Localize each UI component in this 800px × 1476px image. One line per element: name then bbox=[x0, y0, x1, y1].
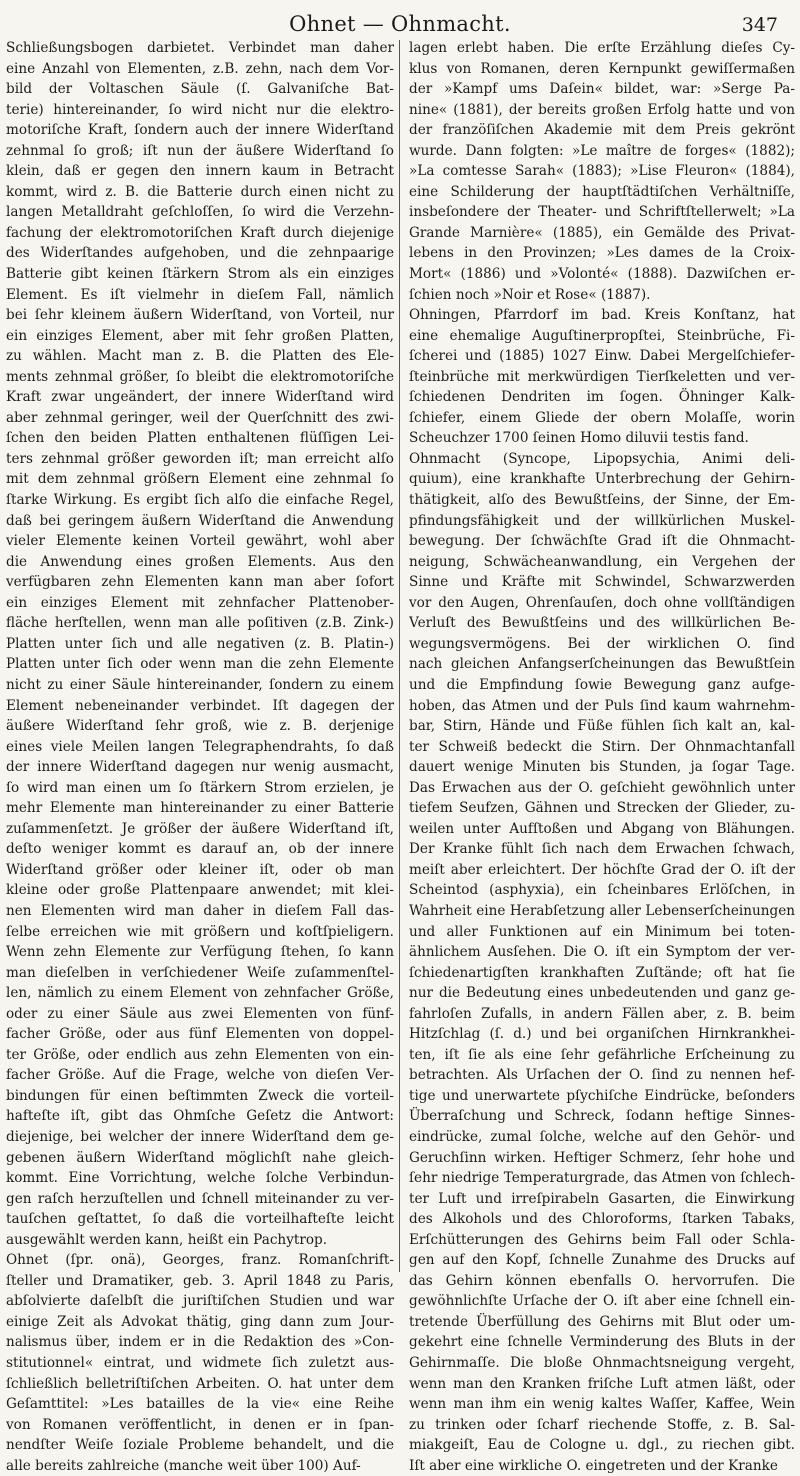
text-line: ſtarke Wirkung. Es ergibt ſich alſo die einfache Regel, bbox=[6, 492, 394, 509]
text-line: miakgeiſt, Eau de Cologne u. dgl., zu riechen gibt. bbox=[409, 1437, 795, 1454]
text-line: terie) hintereinander, ſo wird nicht nur die elektro- bbox=[6, 101, 394, 118]
text-line: äußere Widerſtand ſehr groß, wie z. B. derjenige bbox=[6, 718, 394, 735]
text-line: ausgewählt werden kann, heißt ein Pachytrop. bbox=[6, 1231, 328, 1248]
text-line: eine ehemalige Auguſtinerpropſtei, Steinbrüche, Fi- bbox=[409, 327, 795, 344]
text-line: stitutionnel« eintrat, und widmete ſich zuletzt aus- bbox=[6, 1355, 394, 1371]
text-line: nen Elementen wird man daher in dieſem Fall das- bbox=[6, 902, 394, 919]
text-line: ſchen den beiden Platten enthaltenen flüſſigen Lei- bbox=[6, 430, 394, 447]
text-line: nalismus über, indem er in die Redaktion des »Con- bbox=[6, 1334, 394, 1351]
text-line: Ohnet (ſpr. onä), Georges, franz. Romanſchrift- bbox=[6, 1252, 394, 1269]
text-line: ter Schweiß bedeckt die Stirn. Der Ohnmachtanfall bbox=[409, 738, 795, 755]
text-line: eine Anzahl von Elementen, z.B. zehn, nach dem Vor- bbox=[6, 60, 394, 77]
text-line: neigung, Schwächeanwandlung, ein Vergehen der bbox=[409, 553, 795, 570]
text-line: facher Größe. Auf die Frage, welche von dieſen Ver- bbox=[6, 1067, 394, 1084]
text-line: Element. Es iſt vielmehr in dieſem Fall, nämlich bbox=[6, 286, 394, 303]
text-line: langen Metalldraht geſchloſſen, ſo wird die Verzehn- bbox=[6, 204, 394, 221]
text-line: ſcherei und (1885) 1027 Einw. Dabei Mergelſchiefer- bbox=[409, 348, 795, 365]
text-line: und aller Funktionen auf ein Minimum bei toten- bbox=[409, 923, 795, 940]
text-line: Sinne und Kräfte mit Schwindel, Schwarzwerden bbox=[409, 574, 795, 591]
text-line: ter Größe, oder endlich aus zehn Elementen von ein- bbox=[6, 1046, 394, 1063]
text-line: alle bereits zahlreiche (manche weit über 100) Auf- bbox=[6, 1457, 361, 1474]
text-line: tauſchen geſtattet, ſo daß die vorteilhafteſte leicht bbox=[6, 1211, 394, 1228]
text-line: wenn man ihm ein wenig kaltes Waſſer, Kaffee, Wein bbox=[409, 1396, 795, 1413]
text-line: quium), eine krankhafte Unterbrechung der Gehirn- bbox=[409, 471, 795, 488]
text-line: oder zu einer Säule aus zwei Elementen von fünf- bbox=[6, 1005, 394, 1022]
text-line: diejenige, bei welcher der innere Widerſtand dem ge- bbox=[6, 1128, 394, 1145]
text-line: Ohnmacht (Syncope, Lipopsychia, Animi deli- bbox=[409, 450, 795, 467]
text-line: nur die Bedeutung eines unbedeutenden und ganz ge- bbox=[409, 985, 795, 1002]
text-line: pfindungsfähigkeit und der willkürlichen Muskel- bbox=[409, 512, 795, 529]
text-line: kommt. Eine Vorrichtung, welche ſolche Verbindun- bbox=[6, 1170, 394, 1187]
text-line: Platten unter ſich oder wenn man die zehn Elemente bbox=[6, 656, 394, 673]
text-line: bewegung. Der ſchwächſte Grad iſt die Ohnmacht- bbox=[409, 533, 795, 550]
text-line: abſolvierte daſelbſt die juriſtiſchen Studien und war bbox=[6, 1293, 394, 1310]
text-line: mit dem zehnmal größern Element eine zehnmal ſo bbox=[6, 471, 394, 488]
text-line: des Widerſtandes aufgehoben, und die zehnpaarige bbox=[6, 245, 394, 262]
text-line: tige und unerwartete pſychiſche Eindrücke, beſonders bbox=[409, 1087, 795, 1104]
text-line: zu wählen. Macht man z. B. die Platten des Ele- bbox=[6, 348, 394, 365]
text-line: tiefem Seufzen, Gähnen und Strecken der Glieder, zu- bbox=[409, 800, 795, 817]
text-line: einige Zeit als Advokat thätig, ging dann zum Jour- bbox=[6, 1313, 394, 1330]
text-line: wegungsvermögens. Bei der wirklichen O. ſind bbox=[409, 635, 795, 652]
text-line: bar, Stirn, Hände und Füße fühlen ſich kalt an, kal- bbox=[409, 718, 795, 735]
text-line: Ohningen, Pfarrdorf im bad. Kreis Konſtanz, hat bbox=[409, 307, 795, 324]
text-line: ſehr niedrige Temperaturgrade, das Atmen von ſchlech- bbox=[409, 1170, 795, 1187]
text-line: wurde. Dann folgten: »Le maître de forges« (1882); bbox=[409, 142, 795, 159]
text-line: tretende Überfüllung des Gehirns mit Blut oder um- bbox=[409, 1313, 795, 1330]
text-line: klus von Romanen, deren Kernpunkt gewiſſermaßen bbox=[409, 60, 795, 77]
text-line: nicht zu einer Säule hintereinander, ſondern zu einem bbox=[6, 676, 394, 693]
text-line: motoriſche Kraft, ſondern auch der innere Widerſtand bbox=[6, 122, 394, 139]
text-line: bindungen für einen beſtimmten Zweck die vorteil- bbox=[6, 1087, 394, 1104]
running-title: Ohnet — Ohnmacht. bbox=[289, 12, 511, 36]
text-line: Überraſchung und Schreck, ſodann heftige Sinnes- bbox=[409, 1108, 795, 1125]
text-line: thätigkeit, alſo des Bewußtſeins, der Sinne, der Em- bbox=[409, 492, 795, 509]
text-line: Element nebeneinander verbindet. Iſt dagegen der bbox=[6, 697, 394, 714]
text-line: Gehirnmaſſe. Die bloße Ohnmachtsneigung vergeht, bbox=[409, 1355, 795, 1371]
text-line: aber zehnmal geringer, weil der Querſchnitt des zwi- bbox=[6, 409, 394, 426]
text-line: Kraft zwar ungeändert, der innere Widerſtand wird bbox=[6, 389, 394, 406]
text-line: eine Schilderung der hauptſtädtiſchen Verhältniſſe, bbox=[409, 183, 795, 200]
text-line: Iſt aber eine wirkliche O. eingetreten und der Kranke bbox=[409, 1457, 778, 1474]
text-line: ähnlichem Ausſehen. Die O. iſt ein Symptom der ver- bbox=[409, 944, 795, 961]
text-line: Der Kranke fühlt ſich nach dem Erwachen ſchwach, bbox=[409, 841, 795, 858]
text-line: bei ſehr kleinem äußern Widerſtand, von Vorteil, nur bbox=[6, 307, 394, 324]
text-line: ments zehnmal größer, ſo bleibt die elektromotoriſche bbox=[6, 368, 394, 385]
text-line: Hitzſchlag (ſ. d.) und bei organiſchen Hirnkrankhei- bbox=[409, 1026, 795, 1043]
text-line: gebenen äußern Widerſtand möglichſt nahe gleich- bbox=[6, 1149, 394, 1166]
text-line: len, nämlich zu einem Element von zehnfacher Größe, bbox=[6, 985, 394, 1002]
text-line: der »Kampf ums Daſein« bildet, war: »Serge Pa- bbox=[409, 81, 795, 98]
text-line: facher Größe, oder aus fünf Elementen von doppel- bbox=[6, 1026, 394, 1043]
text-line: ein einziges Element mit zehnfacher Plattenober- bbox=[6, 594, 394, 611]
text-line: ten, iſt ſie als eine ſehr gefährliche Erſcheinung zu bbox=[409, 1046, 795, 1063]
text-line: vor den Augen, Ohrenſauſen, doch ohne vollſtändigen bbox=[409, 594, 795, 611]
text-line: Mort« (1886) und »Volonté« (1888). Dazwiſchen er- bbox=[409, 266, 795, 283]
text-line: Das Erwachen aus der O. geſchieht gewöhnlich unter bbox=[409, 779, 795, 796]
text-line: Scheintod (asphyxia), ein ſcheinbares Erlöſchen, in bbox=[409, 882, 795, 899]
text-line: lagen erlebt haben. Die erſte Erzählung dieſes Cy- bbox=[409, 40, 795, 56]
text-line: ter Luft und irreſpirabeln Gasarten, die Einwirkung bbox=[409, 1190, 795, 1207]
text-line: Wenn zehn Elemente zur Verfügung ſtehen, ſo kann bbox=[6, 944, 394, 961]
text-line: deſto weniger kommt es darauf an, ob der innere bbox=[6, 841, 394, 858]
text-line: man dieſelben in verſchiedener Weiſe zuſammenſtel- bbox=[6, 964, 394, 981]
text-line: gen raſch herzuſtellen und ſchnell miteinander zu ver- bbox=[6, 1190, 394, 1207]
text-line: weilen unter Aufſtoßen und Abgang von Blähungen. bbox=[409, 820, 795, 837]
text-line: von Romanen veröffentlicht, in denen er in ſpan- bbox=[6, 1416, 394, 1433]
text-line: eines viele Meilen langen Telegraphendrahts, ſo daß bbox=[6, 738, 394, 755]
text-line: Geſamttitel: »Les batailles de la vie« eine Reihe bbox=[6, 1396, 394, 1413]
text-line: Erſchütterungen des Gehirns beim Fall oder Schla- bbox=[409, 1231, 795, 1248]
text-line: eindrücke, zumal ſolche, welche auf den Gehör- und bbox=[409, 1128, 795, 1145]
text-line: Wahrheit eine Herabſetzung aller Lebenserſcheinungen bbox=[409, 902, 795, 919]
text-line: hafteſte iſt, gibt das Ohmſche Geſetz die Antwort: bbox=[6, 1108, 394, 1125]
text-line: Widerſtand größer oder kleiner iſt, oder ob man bbox=[6, 861, 394, 878]
text-line: vieler Elemente keinen Vorteil gewährt, wohl aber bbox=[6, 533, 394, 550]
text-line: hoben, das Atmen und der Puls ſind kaum wahrnehm- bbox=[409, 697, 795, 714]
text-line: zehnmal ſo groß; iſt nun der äußere Widerſtand ſo bbox=[6, 142, 394, 159]
text-line: ſchließlich belletriſtiſchen Arbeiten. O. hat unter dem bbox=[6, 1375, 394, 1392]
text-line: »La comtesse Sarah« (1883); »Lise Fleuron« (1884), bbox=[409, 163, 795, 180]
text-line: gen auf den Kopf, ſchnelle Zunahme des Drucks auf bbox=[409, 1252, 795, 1269]
text-line: des Alkohols und des Chloroforms, ſtarken Tabaks, bbox=[409, 1211, 795, 1228]
text-line: Schließungsbogen darbietet. Verbindet man daher bbox=[6, 40, 394, 56]
left-column bbox=[6, 38, 394, 1476]
text-line: und die Empfindung ſowie Bewegung ganz aufge- bbox=[409, 676, 795, 693]
text-line: verfügbaren zehn Elementen kann man aber ſofort bbox=[6, 574, 394, 591]
text-line: der franzöſiſchen Akademie mit dem Preis gekrönt bbox=[409, 122, 795, 139]
text-line: dauert wenige Minuten bis Stunden, ja ſogar Tage. bbox=[409, 759, 795, 776]
text-line: kommt, wird z. B. die Batterie durch einen nicht zu bbox=[6, 183, 394, 200]
text-line: ſteinbrüche mit merkwürdigen Tierſkeletten und ver- bbox=[409, 368, 795, 385]
text-line: gekehrt eine ſchnelle Verminderung des Bluts in der bbox=[409, 1334, 795, 1351]
text-line: kleine oder große Plattenpaare anwendet; mit klei- bbox=[6, 882, 394, 899]
text-line: der innere Widerſtand dagegen nur wenig ausmacht, bbox=[6, 759, 394, 776]
text-line: ſteller und Dramatiker, geb. 3. April 1848 zu Paris, bbox=[6, 1272, 394, 1289]
text-line: lebens in den Provinzen; »Les dames de la Croix- bbox=[409, 245, 795, 262]
text-line: wenn man den Kranken friſche Luft atmen läßt, oder bbox=[409, 1375, 795, 1392]
text-line: die Anwendung eines großen Elements. Aus den bbox=[6, 553, 394, 570]
text-line: ters zehnmal größer geworden iſt; man erreicht alſo bbox=[6, 450, 394, 467]
text-line: fachung der elektromotoriſchen Kraft durch diejenige bbox=[6, 224, 394, 241]
text-line: ſchien noch »Noir et Rose« (1887). bbox=[409, 286, 651, 303]
text-line: Batterie gibt keinen ſtärkern Strom als ein einziges bbox=[6, 266, 394, 283]
text-line: ein einziges Element, aber mit ſehr großen Platten, bbox=[6, 327, 394, 344]
text-line: zu trinken oder ſcharf riechende Stoffe, z. B. Sal- bbox=[409, 1416, 795, 1433]
text-line: ſchiedenen Dendriten im ſogen. Öhninger Kalk- bbox=[409, 389, 795, 406]
text-line: Grande Marnière« (1885), ein Gemälde des Privat- bbox=[409, 224, 795, 241]
text-line: zuſammenſetzt. Je größer der äußere Widerſtand iſt, bbox=[6, 820, 394, 837]
text-line: Scheuchzer 1700 ſeinen Homo diluvii testis fand. bbox=[409, 430, 749, 447]
text-line: nendſter Weiſe ſoziale Probleme behandelt, und die bbox=[6, 1437, 394, 1454]
text-line: das Gehirn können ebenfalls O. hervorrufen. Die bbox=[409, 1272, 795, 1289]
text-line: mehr Elemente man hintereinander zu einer Batterie bbox=[6, 800, 394, 817]
text-line: ſchiedenartigſten krankhaften Zuſtände; oft hat ſie bbox=[409, 964, 795, 981]
text-line: gewöhnlichſte Urſache der O. iſt aber eine ſchnell ein- bbox=[409, 1293, 795, 1310]
text-line: daß bei geringem äußern Widerſtand die Anwendung bbox=[6, 512, 394, 529]
text-line: fläche herſtellen, wenn man alle poſitiven (z.B. Zink-) bbox=[6, 615, 394, 632]
text-line: nine« (1881), der bereits großen Erfolg hatte und von bbox=[409, 101, 795, 118]
text-line: ſelbe erreichen wie mit größern und koſtſpieligern. bbox=[6, 923, 394, 940]
text-line: fahrloſen Zufalls, in andern Fällen aber, z. B. beim bbox=[409, 1005, 795, 1022]
text-line: ſo wird man einen um ſo ſtärkern Strom erzielen, je bbox=[6, 779, 394, 796]
text-line: ſchiefer, einem Gliede der obern Molaſſe, worin bbox=[409, 409, 795, 426]
text-line: insbeſondere der Theater- und Schriftſtellerwelt; »La bbox=[409, 204, 795, 221]
text-line: klein, daß er gegen den innern kaum in Betracht bbox=[6, 163, 394, 180]
page-number: 347 bbox=[741, 14, 778, 36]
text-line: betrachten. Als Urſachen der O. ſind zu nennen hef- bbox=[409, 1067, 795, 1084]
text-line: Platten unter ſich und alle negativen (z. B. Platin-) bbox=[6, 635, 394, 652]
text-line: meiſt aber erleichtert. Der höchſte Grad der O. iſt der bbox=[409, 861, 795, 878]
text-line: Verluſt des Bewußtſeins und des willkürlichen Be- bbox=[409, 615, 795, 632]
right-column bbox=[409, 38, 795, 1476]
column-divider bbox=[399, 40, 400, 1272]
text-line: bild der Voltaschen Säule (ſ. Galvaniſche Bat- bbox=[6, 81, 394, 98]
text-line: nach gleichen Anfangserſcheinungen das Bewußtſein bbox=[409, 656, 795, 673]
text-line: Geruchſinn wirken. Heftiger Schmerz, ſehr hohe und bbox=[409, 1149, 795, 1166]
